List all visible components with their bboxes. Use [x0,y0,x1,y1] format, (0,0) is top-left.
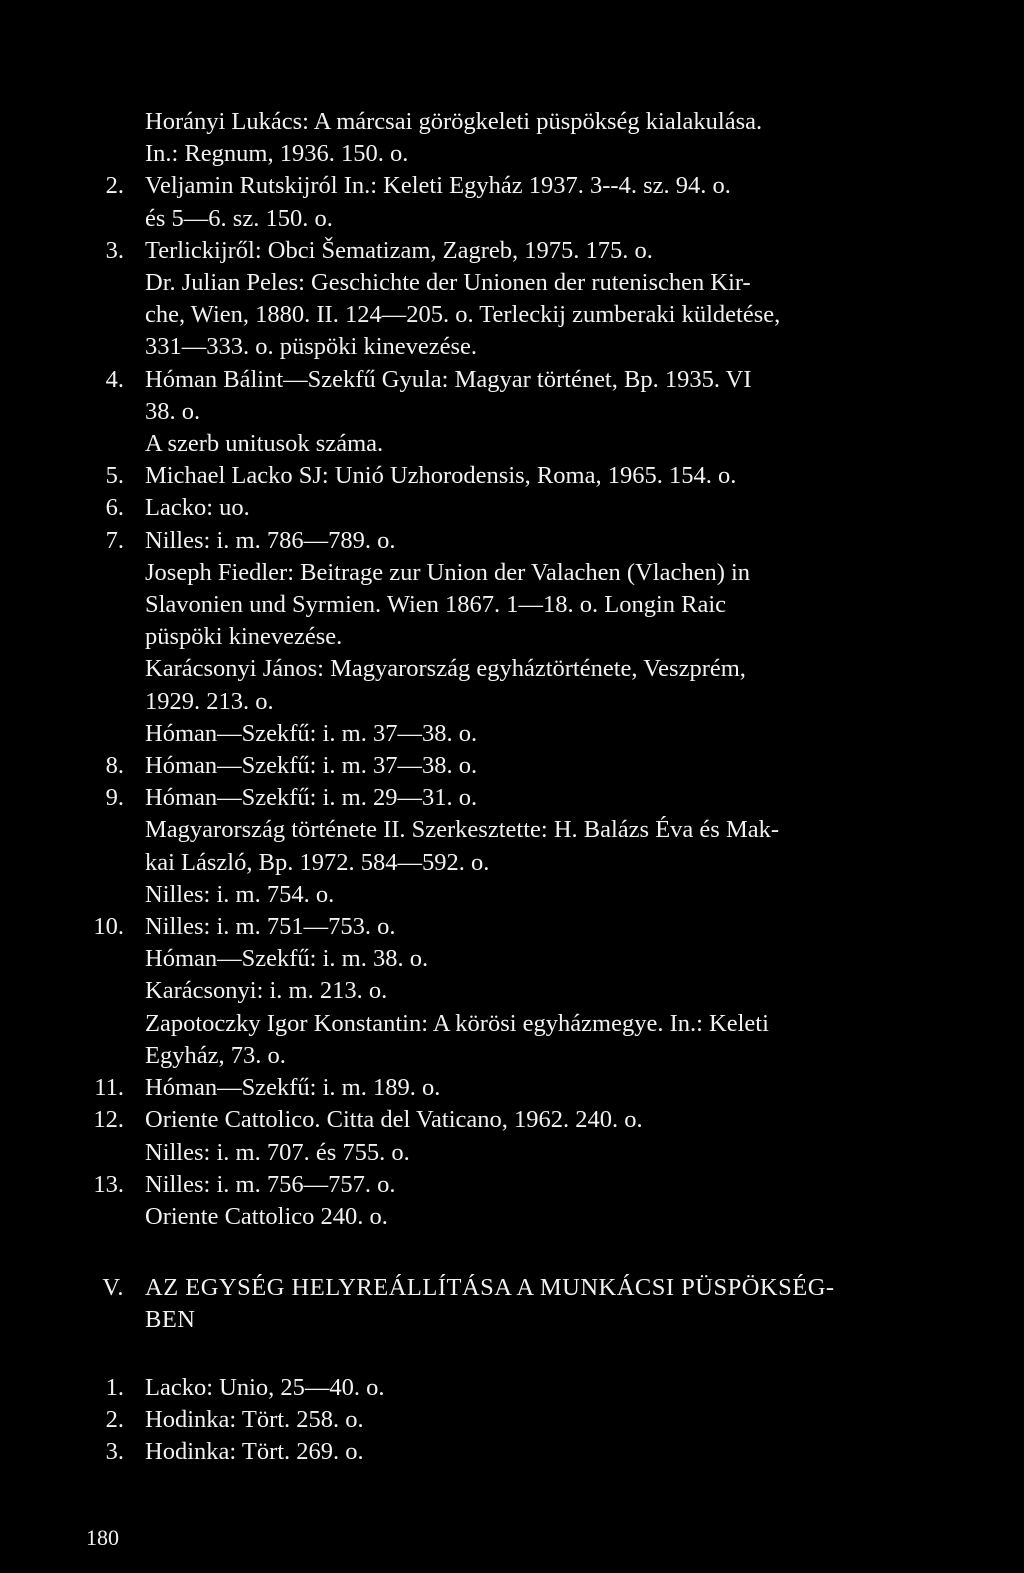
endnote-line [0,106,1024,138]
page-number: 180 [86,1525,119,1550]
endnote-text: Hóman—Szekfű: i. m. 29—31. o. [145,784,478,812]
endnote-number: 13. [93,1170,124,1198]
endnote-text: Slavonien und Syrmien. Wien 1867. 1—18. o. Longin Raic [145,591,727,619]
endnote-line [0,396,1024,428]
endnote-number: 6. [105,494,124,522]
section-endnotes-list [0,1372,1024,1469]
endnote-number: 1. [105,1374,124,1401]
endnote-line [0,331,1024,363]
endnote-number: 9. [105,784,124,812]
endnote-line [0,557,1024,589]
endnote-text: Karácsonyi: i. m. 213. o. [145,977,388,1005]
endnote-line [0,138,1024,170]
endnote-text: Nilles: i. m. 786—789. o. [145,526,396,554]
endnote-text: püspöki kinevezése. [145,623,343,651]
section-heading [0,1272,1024,1336]
endnote-line [0,299,1024,331]
endnote-number: 2. [105,172,124,200]
endnote-text: Joseph Fiedler: Beitrage zur Union der Valachen (Vlachen) in [145,558,751,586]
endnote-text: Lacko: Unio, 25—40. o. [145,1374,385,1401]
endnote-text: Lacko: uo. [145,494,250,522]
endnote-text: Hóman—Szekfű: i. m. 37—38. o. [145,752,478,780]
endnote-text: Karácsonyi János: Magyarország egyháztörténete, Veszprém, [145,655,746,683]
endnote-text: Nilles: i. m. 756—757. o. [145,1170,396,1198]
endnote-text: Hodinka: Tört. 258. o. [145,1406,364,1434]
section-heading-line [0,1272,1024,1304]
endnote-text: 1929. 213. o. [145,687,274,715]
endnote-text: és 5—6. sz. 150. o. [145,204,333,232]
endnote-line [0,492,1024,524]
endnote-text: Hóman—Szekfű: i. m. 189. o. [145,1074,441,1102]
endnote-number: 10. [93,913,124,941]
endnote-line [0,428,1024,460]
endnote-line [0,1008,1024,1040]
endnote-line [0,170,1024,202]
endnote-number: 7. [105,526,124,554]
endnote-line [0,364,1024,396]
endnote-line [0,1201,1024,1233]
endnote-text: che, Wien, 1880. II. 124—205. o. Terleckij zumberaki küldetése, [145,301,781,329]
endnote-text: Veljamin Rutskijról In.: Keleti Egyház 1937. 3--4. sz. 94. o. [145,172,731,200]
endnote-number: 12. [93,1106,124,1134]
endnote-line [0,1169,1024,1201]
endnote-number: 2. [105,1406,124,1434]
endnote-text: 38. o. [145,397,201,425]
endnote-number: 11. [94,1074,124,1102]
endnote-line [0,975,1024,1007]
endnote-line [0,686,1024,718]
endnote-line [0,1372,1024,1404]
endnote-text: 331—333. o. püspöki kinevezése. [145,333,478,361]
endnote-line [0,943,1024,975]
endnote-line [0,750,1024,782]
endnote-text: Dr. Julian Peles: Geschichte der Unionen der rutenischen Kir- [145,269,751,297]
endnote-text: Nilles: i. m. 751—753. o. [145,913,396,941]
endnote-line [0,782,1024,814]
endnote-number: 3. [105,1438,124,1466]
section-number: V. [102,1274,124,1301]
endnote-line [0,1072,1024,1104]
endnote-text: Zapotoczky Igor Konstantin: A körösi egyházmegye. In.: Keleti [145,1009,769,1037]
endnote-line [0,847,1024,879]
endnotes-list [0,106,1024,1233]
endnote-text: Oriente Cattolico. Citta del Vaticano, 1962. 240. o. [145,1106,643,1134]
endnote-text: Nilles: i. m. 754. o. [145,880,335,908]
endnote-line [0,1404,1024,1436]
endnote-text: Terlickijről: Obci Šematizam, Zagreb, 1975. 175. o. [145,236,653,264]
endnote-text: Michael Lacko SJ: Unió Uzhorodensis, Roma, 1965. 154. o. [145,462,737,490]
endnote-line [0,621,1024,653]
section-heading-line [0,1304,1024,1336]
endnote-line [0,1137,1024,1169]
endnote-text: Magyarország története II. Szerkesztette: H. Balázs Éva és Mak- [145,816,780,844]
endnote-line [0,879,1024,911]
endnote-line [0,525,1024,557]
endnote-line [0,653,1024,685]
endnote-line [0,1104,1024,1136]
endnote-line [0,460,1024,492]
endnote-number: 4. [105,365,124,393]
endnote-text: Egyház, 73. o. [145,1041,286,1069]
endnote-line [0,718,1024,750]
endnote-line [0,589,1024,621]
endnote-line [0,203,1024,235]
endnote-text: kai László, Bp. 1972. 584—592. o. [145,848,490,876]
endnote-text: A szerb unitusok száma. [145,430,384,458]
endnote-text: Hóman—Szekfű: i. m. 37—38. o. [145,719,478,747]
endnote-text: In.: Regnum, 1936. 150. o. [145,140,409,168]
endnote-line [0,267,1024,299]
endnote-text: Nilles: i. m. 707. és 755. o. [145,1138,410,1166]
endnote-line [0,235,1024,267]
endnote-number: 3. [105,236,124,264]
endnote-text: Hodinka: Tört. 269. o. [145,1438,364,1466]
endnote-number: 8. [105,752,124,780]
endnote-line [0,814,1024,846]
endnote-number: 5. [105,462,124,490]
endnote-line [0,1040,1024,1072]
section-title-line-1: AZ EGYSÉG HELYREÁLLÍTÁSA A MUNKÁCSI PÜSPÖKSÉG- [145,1274,835,1301]
section-title-line-2: BEN [145,1306,196,1334]
endnote-text: Hóman Bálint—Szekfű Gyula: Magyar történet, Bp. 1935. VI [145,365,752,393]
endnote-text: Horányi Lukács: A márcsai görögkeleti püspökség kialakulása. [145,108,763,135]
endnote-text: Hóman—Szekfű: i. m. 38. o. [145,945,429,973]
endnote-text: Oriente Cattolico 240. o. [145,1202,388,1230]
endnote-line [0,1436,1024,1468]
endnote-line [0,911,1024,943]
